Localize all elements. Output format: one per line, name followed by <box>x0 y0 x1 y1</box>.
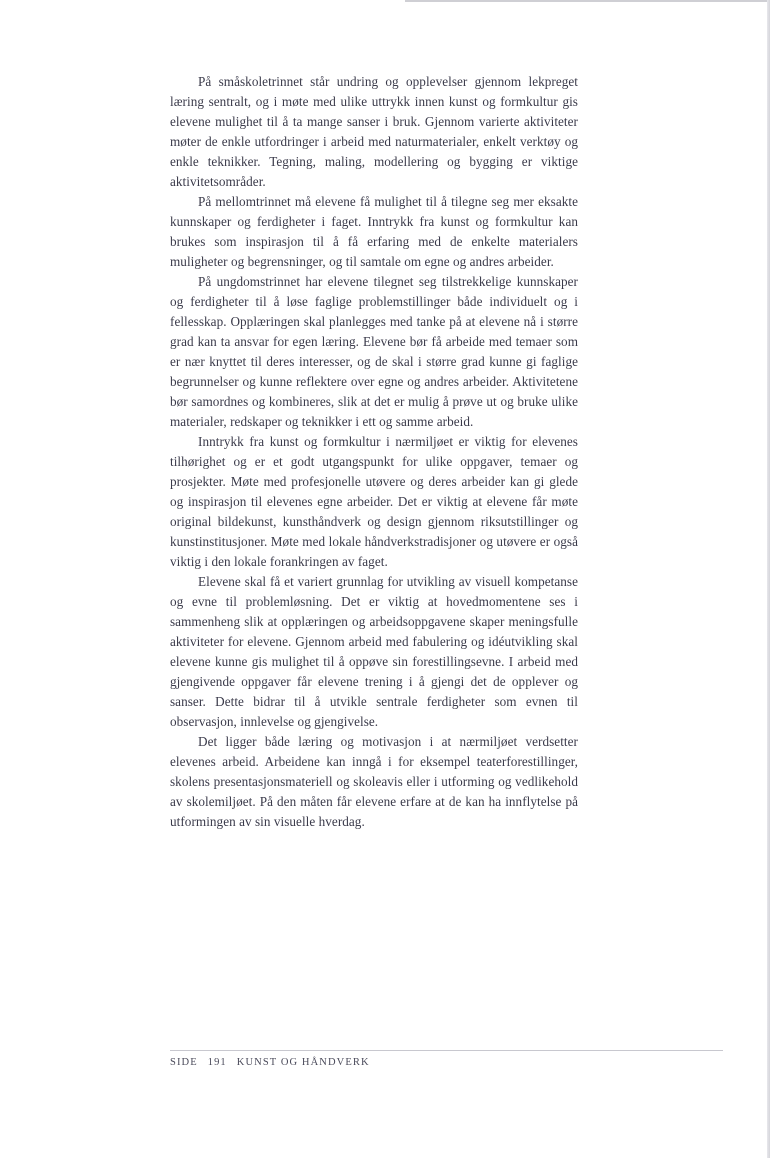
section-title: KUNST OG HÅNDVERK <box>236 1057 370 1068</box>
paragraph-visuell-kompetanse: Elevene skal få et variert grunnlag for utvikling av visuell kompetanse og evne til problemløsning. Det er viktig at hovedmomentene ses i sammenheng slik at opplæringen og arbeidsoppgavene skaper meningsfulle aktiviteter for elevene. Gjennom arbeid med fabulering og idéutvikling skal elevene kunne gis mulighet til å oppøve sin forestillingsevne. I arbeid med gjengivende oppgaver får elevene trening i å gjengi det de opplever og sanser. Dette bidrar til å utvikle sentrale ferdigheter som evnen til observasjon, innlevelse og gjengivelse. <box>170 574 578 729</box>
page-number: 191 <box>207 1057 227 1068</box>
footer-side-label: SIDE <box>170 1057 198 1068</box>
paragraph-mellomtrinnet: På mellomtrinnet må elevene få mulighet til å tilegne seg mer eksakte kunnskaper og ferdigheter i faget. Inntrykk fra kunst og formkultur kan brukes som inspirasjon til å få erfaring med de enkelte materialers muligheter og begrensninger, og til samtale om egne og andres arbeider. <box>170 194 578 269</box>
top-rule <box>405 0 770 2</box>
footer-rule <box>170 1050 723 1051</box>
paragraph-ungdomstrinnet: På ungdomstrinnet har elevene tilegnet seg tilstrekkelige kunnskaper og ferdigheter til å løse faglige problemstillinger både individuelt og i fellesskap. Opplæringen skal planlegges med tanke på at elevene nå i større grad kan ta ansvar for egen læring. Elevene bør få arbeide med temaer som er nær knyttet til deres interesser, og de skal i større grad kunne gi faglige begrunnelser og kunne reflektere over egne og andres arbeider. Aktivitetene bør samordnes og kombineres, slik at det er mulig å prøve ut og bruke ulike materialer, redskaper og teknikker i ett og samme arbeid. <box>170 274 578 429</box>
paragraph-motivasjon: Det ligger både læring og motivasjon i at nærmiljøet verdsetter elevenes arbeid. Arbeidene kan inngå i for eksempel teaterforestillinger, skolens presentasjonsmateriell og skoleavis eller i utforming og vedlikehold av skolemiljøet. På den måten får elevene erfare at de kan ha innflytelse på utformingen av sin visuelle hverdag. <box>170 734 578 829</box>
page-footer <box>170 1057 380 1068</box>
paragraph-smaskoletrinnet: På småskoletrinnet står undring og opplevelser gjennom lekpreget læring sentralt, og i møte med ulike uttrykk innen kunst og formkultur gis elevene mulighet til å ta mange sanser i bruk. Gjennom varierte aktiviteter møter de enkle utfordringer i arbeid med naturmaterialer, enkelt verktøy og enkle teknikker. Tegning, maling, modellering og bygging er viktige aktivitetsområder. <box>170 74 578 189</box>
body-text <box>170 72 578 832</box>
paragraph-naermiljo: Inntrykk fra kunst og formkultur i nærmiljøet er viktig for elevenes tilhørighet og er et godt utgangspunkt for ulike oppgaver, temaer og prosjekter. Møte med profesjonelle utøvere og deres arbeider kan gi glede og inspirasjon til elevenes egne arbeider. Det er viktig at elevene får møte original bildekunst, kunsthåndverk og design gjennom riksutstillinger og kunstinstitusjoner. Møte med lokale håndverkstradisjoner og utøvere er også viktig i den lokale forankringen av faget. <box>170 434 578 569</box>
